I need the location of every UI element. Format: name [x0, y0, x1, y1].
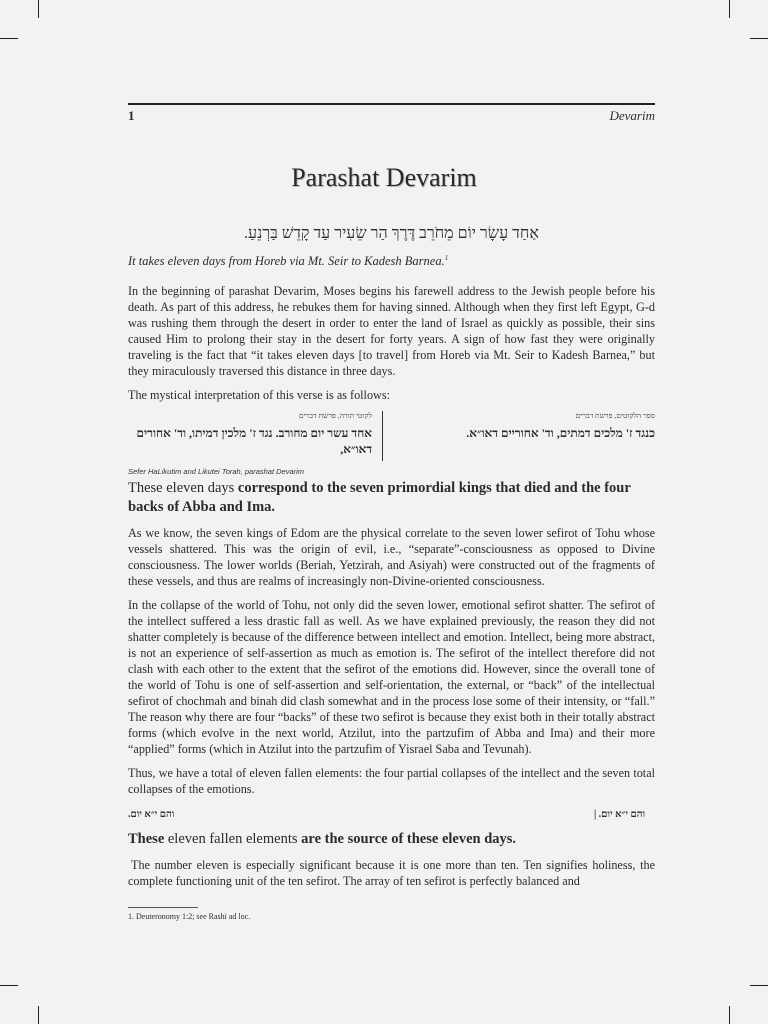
source-left: [128, 411, 382, 461]
verse-translation: It takes eleven days from Horeb via Mt. Seir to Kadesh Barnea.$^1$: [128, 254, 449, 269]
paragraph: The number eleven is especially significant because it is one more than ten. Ten signifies holiness, the complete functioning unit of the ten sefirot. The array of ten sefirot is perfectly balanced and: [128, 858, 655, 889]
paragraph: The mystical interpretation of this verse is as follows:: [128, 388, 390, 403]
footnote-divider: [128, 907, 198, 908]
page-title: Parashat Devarim: [291, 163, 477, 192]
paragraph: In the beginning of parashat Devarim, Moses begins his farewell address to the Jewish people before his death. As part of this address, he rebukes them for having sinned. Although when they first left Egypt, G-d was rushing them through the desert in order to enter the land of Israel as quickly as possible, their sins caused Him to prolong their stay in the desert for forty years. A sign of how fast they were originally traveling is the fact that “it takes eleven days [to travel] from Horeb via Mt. Seir to Kadesh Barnea,” but they miraculously traversed this distance in three days.: [128, 284, 655, 379]
page-header: [128, 103, 655, 123]
crop-mark: [38, 1006, 39, 1024]
hebrew-verse: אַחַד עָשָׂר יוֹם מֵחֹרֵב דֶּרֶךְ הַר שֵׂעִיר עַד קָדֵשׁ בַּרְנֵעַ.: [244, 225, 539, 242]
source-caption: Sefer HaLikutim and Likutei Torah, parashat Devarim: [128, 467, 305, 477]
paragraph: In the collapse of the world of Tohu, not only did the seven lower, emotional sefirot shatter. The sefirot of the intellect suffered a less drastic fall as well. As we have explained previously, the reason they did not shatter completely is because of the difference between intellect and emotion. Intellect, being more abstract, is not an experience of self-assertion as much as emotion is. The sefirot of the intellect therefore did not clash with each other to the extent that the sefirot of the emotions did. However, since the overall tone of the world of Tohu is one of self-assertion and self-orientation, the external, or “back” of the intellectual sefirot of chochmah and binah did clash somewhat and in the process lose some of their intensity, or “fall.” The reason why there are four “backs” of these two sefirot is because they exist both in their totally abstract forms (which evolve in the next world, Atzilut, into the partzufim of Abba and Ima) and their more “applied” forms (which in Atzilut into the partzufim of Yisrael Saba and Tevunah).: [128, 598, 655, 757]
source-title: לקוטי תורה, פרשת דברים: [299, 411, 372, 421]
crop-mark: [38, 0, 39, 18]
hebrew-source-right: והם י״א יום.: [128, 809, 175, 821]
source-right: [382, 411, 655, 461]
footnote-ref[interactable]: 1: [444, 254, 449, 262]
source-text: כנגד ז' מלכים דמתים, וד' אחוריים דאו״א.: [466, 426, 655, 441]
running-head: Devarim: [609, 108, 655, 123]
lead-statement: These eleven days correspond to the seven primordial kings that died and the four backs of Abba and Ima.: [128, 480, 631, 516]
source-text: אחד עשר יום מחורב. נגד ז' מלכין דמיתו, וד' אחורים דאו״א,: [136, 426, 372, 457]
paragraph: As we know, the seven kings of Edom are the physical correlate to the seven lower sefirot of Tohu whose vessels shattered. This was the origin of evil, i.e., “separate”-consciousness as opposed to Divine consciousness. The lower worlds (Beriah, Yetzirah, and Asiyah) were constructed out of the fragments of these vessels, and thus are realms of increasingly non-Divine-oriented consciousness.: [128, 526, 655, 589]
crop-mark: [0, 38, 18, 39]
page-number: 1: [128, 108, 135, 123]
lead-statement: These eleven fallen elements are the source of these eleven days.: [128, 831, 517, 848]
crop-mark: [750, 38, 768, 39]
main-content: [128, 225, 655, 897]
crop-mark: [729, 0, 730, 18]
crop-mark: [0, 985, 18, 986]
source-texts: [128, 411, 655, 461]
source-title: ספר הלקוטים, פרשת דברים: [575, 411, 655, 421]
footnote: 1. Deuteronomy 1:2; see Rashi ad loc.: [128, 912, 251, 921]
hebrew-source-line: [128, 809, 655, 820]
crop-mark: [750, 985, 768, 986]
hebrew-source-left: והם י״א יום. |: [593, 809, 645, 821]
crop-mark: [729, 1006, 730, 1024]
paragraph: Thus, we have a total of eleven fallen elements: the four partial collapses of the intellect and the seven total collapses of the emotions.: [128, 766, 655, 797]
